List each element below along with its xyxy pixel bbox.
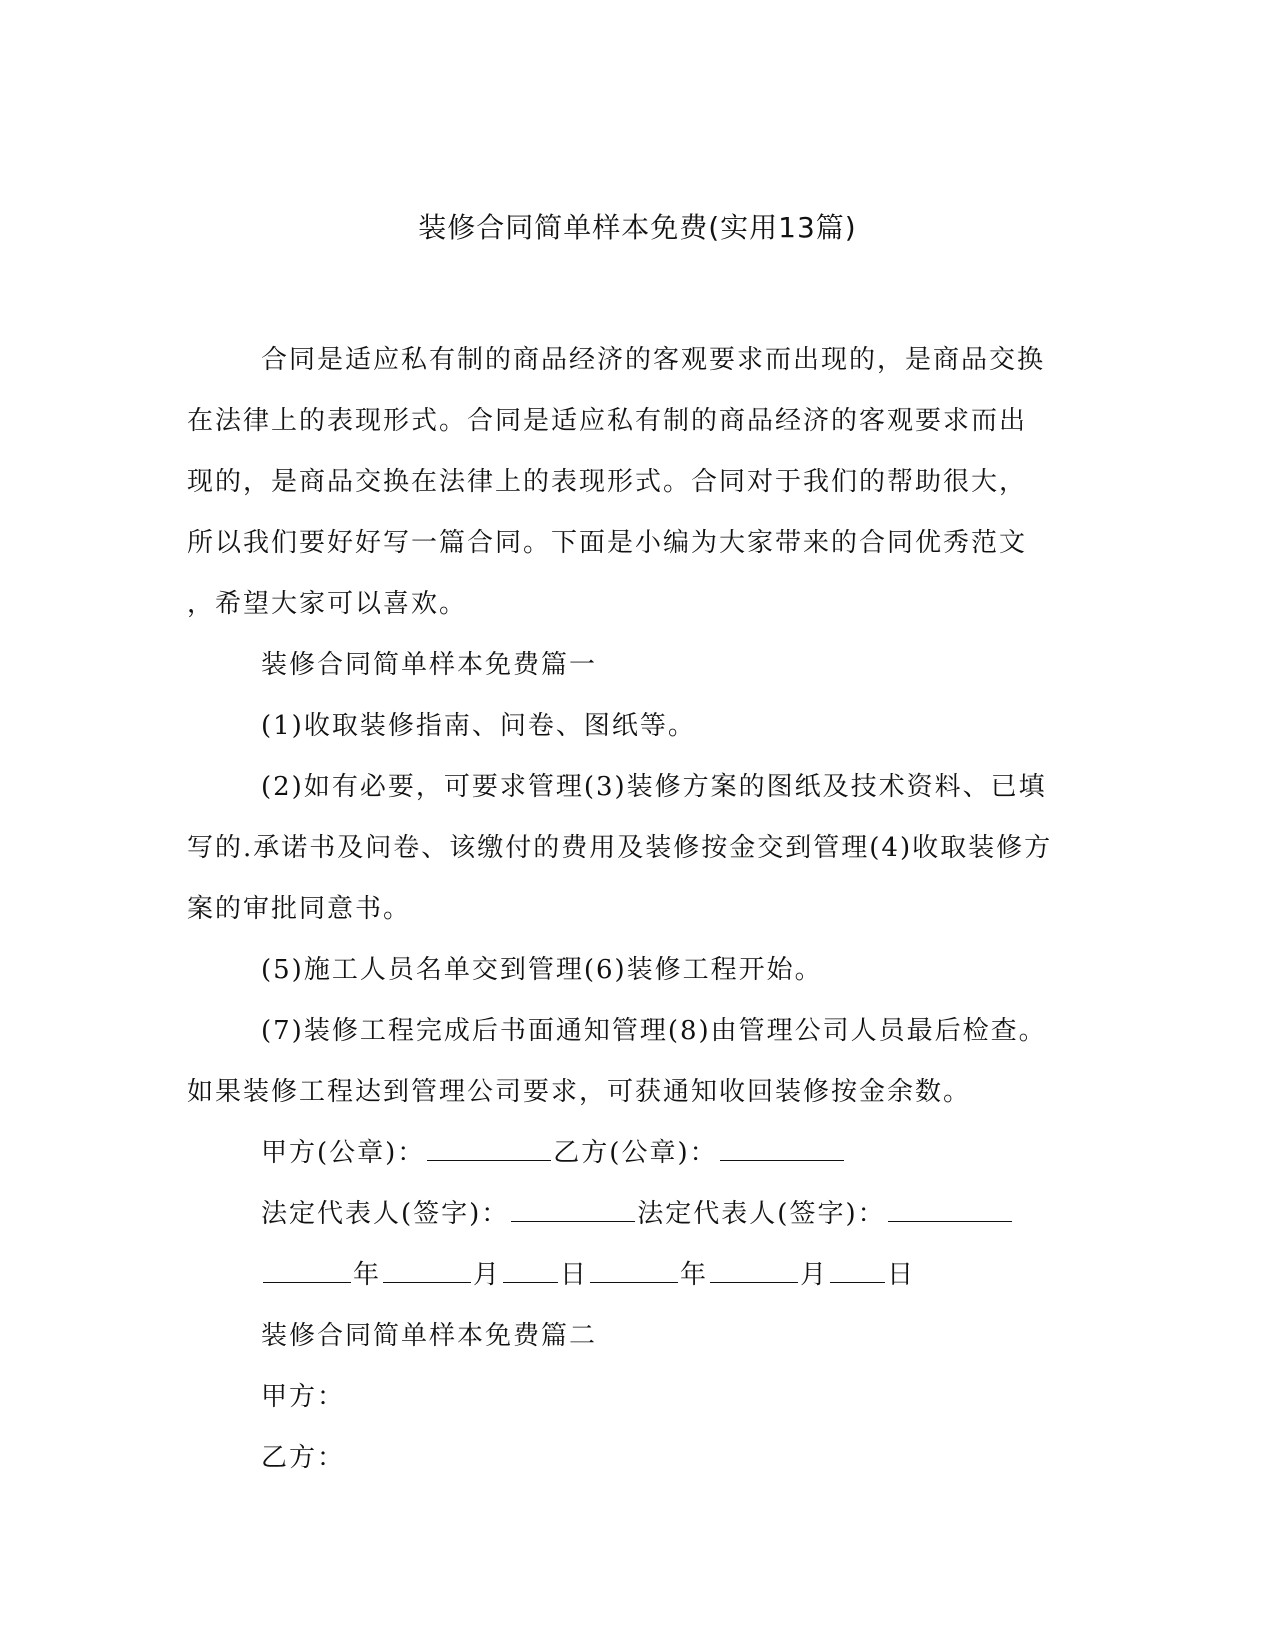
day-blank-a — [503, 1256, 558, 1283]
day-label: 日 — [887, 1260, 916, 1290]
rep-b-label: 法定代表人(签字)： — [637, 1199, 886, 1229]
item-2-line: 案的审批同意书。 — [187, 894, 412, 924]
year-blank-a — [263, 1256, 351, 1283]
party-b-line: 乙方： — [261, 1443, 346, 1473]
intro-line: 所以我们要好好写一篇合同。下面是小编为大家带来的合同优秀范文 — [187, 528, 1028, 558]
party-a-seal-blank — [427, 1134, 551, 1161]
day-label: 日 — [560, 1260, 589, 1290]
month-blank-b — [710, 1256, 798, 1283]
month-label: 月 — [800, 1260, 829, 1290]
item-5: (5)施工人员名单交到管理(6)装修工程开始。 — [261, 955, 823, 985]
month-label: 月 — [473, 1260, 502, 1290]
rep-a-blank — [511, 1195, 635, 1222]
document-body — [187, 330, 1077, 1489]
day-blank-b — [830, 1256, 885, 1283]
item-7-line: (7)装修工程完成后书面通知管理(8)由管理公司人员最后检查。 — [261, 1016, 1047, 1046]
item-1: (1)收取装修指南、问卷、图纸等。 — [261, 711, 696, 741]
date-line — [187, 1245, 1077, 1306]
party-a-seal-label: 甲方(公章)： — [261, 1138, 426, 1168]
rep-b-blank — [888, 1195, 1012, 1222]
party-a-line: 甲方： — [261, 1382, 346, 1412]
year-label: 年 — [353, 1260, 382, 1290]
year-blank-b — [590, 1256, 678, 1283]
party-b-seal-blank — [720, 1134, 844, 1161]
intro-line: ，希望大家可以喜欢。 — [187, 589, 468, 619]
intro-line: 合同是适应私有制的商品经济的客观要求而出现的，是商品交换 — [261, 345, 1046, 375]
section-heading-1: 装修合同简单样本免费篇一 — [261, 650, 598, 680]
party-b-seal-label: 乙方(公章)： — [553, 1138, 718, 1168]
month-blank-a — [383, 1256, 471, 1283]
rep-a-label: 法定代表人(签字)： — [261, 1199, 510, 1229]
section-heading-2: 装修合同简单样本免费篇二 — [261, 1321, 598, 1351]
year-label: 年 — [680, 1260, 709, 1290]
item-7-line: 如果装修工程达到管理公司要求，可获通知收回装修按金余数。 — [187, 1077, 972, 1107]
intro-line: 现的，是商品交换在法律上的表现形式。合同对于我们的帮助很大， — [187, 467, 1028, 497]
seal-line — [187, 1123, 1077, 1184]
intro-line: 在法律上的表现形式。合同是适应私有制的商品经济的客观要求而出 — [187, 406, 1028, 436]
document-title: 装修合同简单样本免费(实用13篇) — [418, 211, 857, 244]
item-2-line: 写的.承诺书及问卷、该缴付的费用及装修按金交到管理(4)收取装修方 — [187, 833, 1053, 863]
item-2-line: (2)如有必要，可要求管理(3)装修方案的图纸及技术资料、已填 — [261, 772, 1047, 802]
representative-line — [187, 1184, 1077, 1245]
